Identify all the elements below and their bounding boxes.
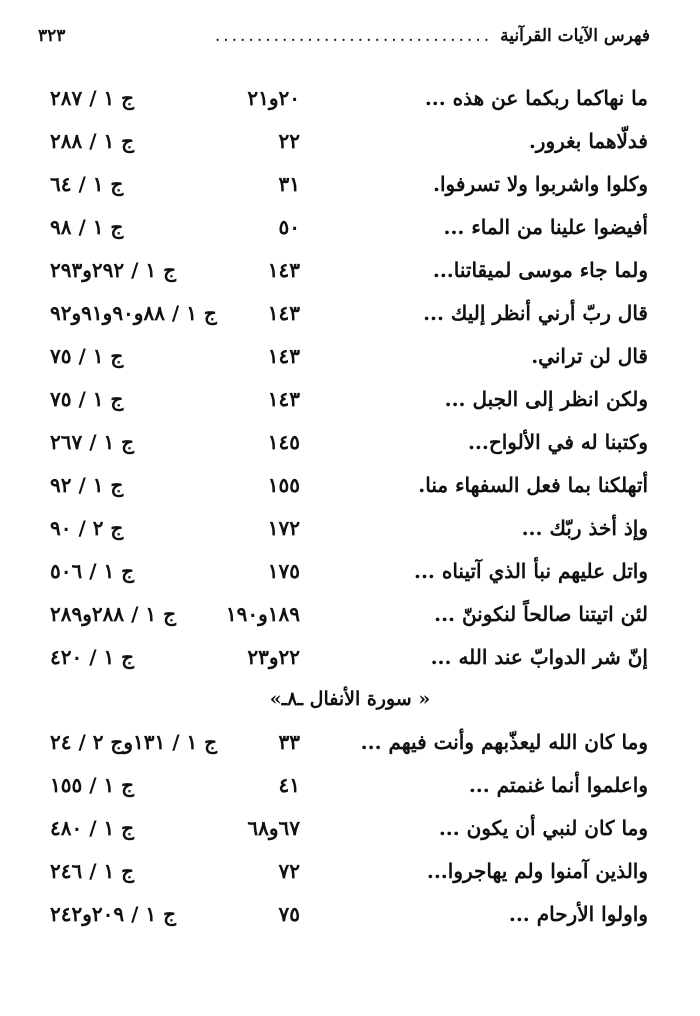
ayah-number: ١٧٥	[267, 559, 300, 583]
ayah-number: ١٤٥	[267, 430, 300, 454]
volume-page-ref: ج ١ / ٩٨	[50, 215, 124, 239]
index-row	[0, 215, 700, 255]
index-row	[0, 473, 700, 513]
volume-page-ref: ج ١ / ٢٨٨و٢٨٩	[50, 602, 176, 626]
ayah-number: ٣١	[278, 172, 300, 196]
verse-text: إنّ شر الدوابّ عند الله ...	[430, 645, 648, 669]
volume-page-ref: ج ١ / ٢٦٧	[50, 430, 135, 454]
index-row	[0, 602, 700, 642]
index-row	[0, 516, 700, 556]
leader-dots: .................................	[214, 26, 493, 46]
verse-text: واتل عليهم نبأ الذي آتيناه ...	[413, 559, 648, 583]
verse-text: وكتبنا له في الألواح...	[467, 430, 648, 454]
index-row	[0, 301, 700, 341]
index-row	[0, 902, 700, 942]
index-row	[0, 859, 700, 899]
verse-text: فدلّاهما بغرور.	[528, 129, 648, 153]
header-title: فهرس الآيات القرآنية	[500, 26, 650, 46]
ayah-number: ١٤٣	[267, 344, 300, 368]
index-row	[0, 773, 700, 813]
volume-page-ref: ج ١ / ٩٢	[50, 473, 124, 497]
ayah-number: ١٨٩و١٩٠	[225, 602, 300, 626]
verse-text: أفيضوا علينا من الماء ...	[443, 215, 648, 239]
verse-text: ولكن انظر إلى الجبل ...	[444, 387, 648, 411]
ayah-number: ٣٣	[278, 730, 300, 754]
surah-section-heading: « سورة الأنفال ـ٨ـ»	[269, 688, 431, 710]
index-row	[0, 129, 700, 169]
page-number: ٣٢٣	[38, 26, 66, 46]
volume-page-ref: ج ١ / ٦٤	[50, 172, 124, 196]
volume-page-ref: ج ١ / ٥٠٦	[50, 559, 135, 583]
volume-page-ref: ج ١ / ٢٠٩و٢٤٢	[50, 902, 176, 926]
running-header	[38, 26, 650, 56]
ayah-number: ١٤٣	[267, 387, 300, 411]
index-row	[0, 344, 700, 384]
volume-page-ref: ج ١ / ٢٨٨	[50, 129, 135, 153]
verse-text: ما نهاكما ربكما عن هذه ...	[424, 86, 648, 110]
volume-page-ref: ج ١ / ٧٥	[50, 344, 124, 368]
volume-page-ref: ج ٢ / ٩٠	[50, 516, 124, 540]
index-row	[0, 816, 700, 856]
verse-text: لئن اتيتنا صالحاً لنكوننّ ...	[434, 602, 648, 626]
ayah-number: ١٤٣	[267, 258, 300, 282]
index-row	[0, 645, 700, 685]
ayah-number: ٦٧و٦٨	[247, 816, 300, 840]
verse-text: واعلموا أنما غنمتم ...	[468, 773, 648, 797]
index-row	[0, 730, 700, 770]
volume-page-ref: ج ١ / ٢٨٧	[50, 86, 135, 110]
verse-text: قال لن تراني.	[531, 344, 648, 368]
volume-page-ref: ج ١ / ٧٥	[50, 387, 124, 411]
volume-page-ref: ج ١ / ٢٩٢و٢٩٣	[50, 258, 176, 282]
ayah-number: ١٤٣	[267, 301, 300, 325]
verse-text: وما كان الله ليعذّبهم وأنت فيهم ...	[360, 730, 648, 754]
verse-text: وما كان لنبي أن يكون ...	[438, 816, 648, 840]
ayah-number: ٧٢	[278, 859, 300, 883]
volume-page-ref: ج ١ / ١٥٥	[50, 773, 135, 797]
volume-page-ref: ج ١ / ٤٢٠	[50, 645, 135, 669]
ayah-number: ١٥٥	[267, 473, 300, 497]
index-row	[0, 172, 700, 212]
ayah-number: ٢٠و٢١	[247, 86, 300, 110]
volume-page-ref: ج ١ / ١٣١وج ٢ / ٢٤	[50, 730, 218, 754]
verse-text: وإذ أخذ ربّك ...	[521, 516, 648, 540]
ayah-number: ١٧٢	[267, 516, 300, 540]
volume-page-ref: ج ١ / ٢٤٦	[50, 859, 135, 883]
ayah-number: ٧٥	[278, 902, 300, 926]
index-row	[0, 258, 700, 298]
volume-page-ref: ج ١ / ٤٨٠	[50, 816, 135, 840]
ayah-number: ٢٢	[278, 129, 300, 153]
index-row	[0, 430, 700, 470]
verse-text: وكلوا واشربوا ولا تسرفوا.	[433, 172, 648, 196]
verse-text: واولوا الأرحام ...	[508, 902, 648, 926]
ayah-number: ٤١	[278, 773, 300, 797]
verse-text: ولما جاء موسى لميقاتنا...	[432, 258, 648, 282]
index-row	[0, 387, 700, 427]
verse-text: قال ربّ أرني أنظر إليك ...	[423, 301, 648, 325]
verse-text: أتهلكنا بما فعل السفهاء منا.	[418, 473, 648, 497]
verse-text: والذين آمنوا ولم يهاجروا...	[426, 859, 648, 883]
volume-page-ref: ج ١ / ٨٨و٩٠و٩١و٩٢	[50, 301, 217, 325]
index-row	[0, 559, 700, 599]
index-row	[0, 86, 700, 126]
ayah-number: ٢٢و٢٣	[247, 645, 300, 669]
ayah-number: ٥٠	[278, 215, 300, 239]
